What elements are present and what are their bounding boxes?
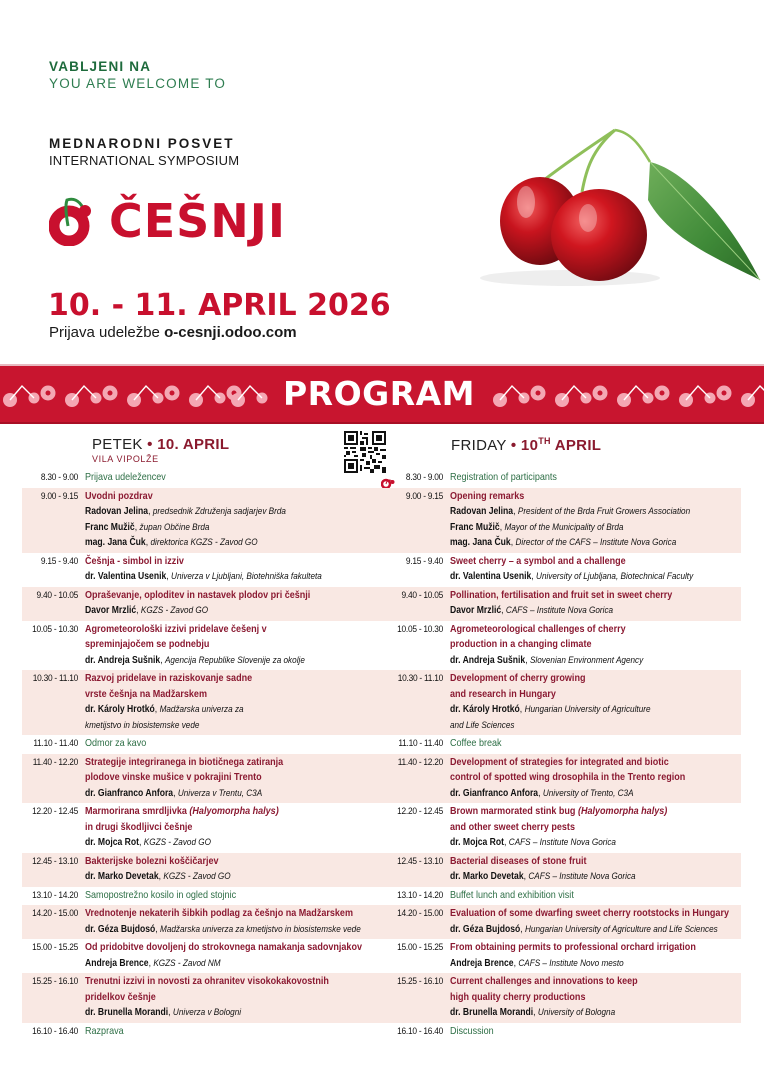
- session-title: [85, 755, 340, 771]
- session-body: [443, 1024, 741, 1040]
- session-title-text: Uvodni pozdrav: [85, 489, 153, 502]
- program-title: PROGRAM: [283, 374, 476, 413]
- speaker: dr. Mojca Rot, KGZS - Zavod GO: [85, 837, 211, 848]
- session-title: [450, 755, 700, 771]
- speaker-name: dr. Károly Hrotkó: [450, 704, 520, 715]
- speaker: dr. Andreja Sušnik, Agencija Republike Slovenije za okolje: [85, 654, 305, 666]
- session-title-line2: control of spotted wing drosophila in the Trento region: [450, 771, 686, 783]
- session-title-text: Prijava udeležencev: [85, 471, 166, 483]
- program-banner: [0, 364, 764, 424]
- speaker: dr. Marko Devetak, KGZS - Zavod GO: [85, 871, 231, 882]
- session-body: [78, 671, 382, 733]
- schedule-row: [382, 670, 741, 735]
- session-body: [443, 671, 741, 733]
- speaker-name: dr. Mojca Rot: [85, 837, 140, 848]
- speaker: Andreja Brence, CAFS – Institute Novo mesto: [450, 957, 624, 969]
- session-body: [78, 755, 382, 802]
- session-title: [85, 470, 340, 486]
- speaker-name: Andreja Brence: [450, 957, 514, 969]
- schedule-row: [22, 887, 382, 906]
- session-title-text: Odmor za kavo: [85, 737, 147, 749]
- session-title-line2: spreminjajočem se podnebju: [85, 638, 210, 650]
- event-type-block: [49, 135, 239, 169]
- session-body: [78, 888, 382, 904]
- schedule-row: [382, 803, 741, 853]
- speaker-name: dr. Gianfranco Anfora: [85, 787, 174, 799]
- speaker: mag. Jana Čuk, direktorica KGZS - Zavod GO: [85, 537, 258, 548]
- session-time: 13.10 - 14.20: [32, 889, 78, 901]
- session-title: [85, 804, 340, 820]
- session-time: 10.30 - 11.10: [32, 673, 78, 684]
- session-time: 9.15 - 9.40: [405, 555, 443, 567]
- session-title: [85, 588, 340, 604]
- schedule-row: [382, 853, 741, 887]
- logo-title: ČEŠNJI: [109, 194, 287, 248]
- speaker-name: mag. Jana Čuk: [450, 537, 511, 548]
- session-title: [85, 554, 340, 570]
- speaker-name: Franc Mužič: [85, 521, 135, 533]
- session-title-line2: high quality cherry productions: [450, 990, 586, 1003]
- session-title-text: Opraševanje, oploditev in nastavek plodov pri češnji: [85, 588, 311, 601]
- session-time: 8.30 - 9.00: [405, 472, 443, 483]
- speaker-role: CAFS – Institute Nova Gorica: [508, 837, 616, 848]
- session-title: [85, 906, 361, 922]
- speaker-name: dr. Gianfranco Anfora: [450, 787, 539, 799]
- speaker-role: direktorica KGZS - Zavod GO: [150, 537, 258, 548]
- speaker: dr. Valentina Usenik, University of Ljubljana, Biotechnical Faculty: [450, 571, 694, 582]
- session-title-text: Marmorirana smrdljivka: [85, 805, 187, 817]
- session-title-line2: and research in Hungary: [450, 687, 556, 700]
- session-body: [78, 736, 382, 752]
- session-title: [450, 470, 700, 486]
- session-title-text: Development of cherry growing: [450, 672, 586, 684]
- registration-line: [49, 324, 297, 341]
- session-title: [85, 940, 362, 956]
- speaker-role: CAFS – Institute Novo mesto: [518, 957, 624, 969]
- session-time: 16.10 - 16.40: [32, 1025, 78, 1037]
- speaker-name: Davor Mrzlić: [85, 605, 137, 616]
- session-title-text: Coffee break: [450, 737, 502, 749]
- session-title-italic: (Halyomorpha halys): [189, 805, 279, 817]
- speaker-name: Davor Mrzlić: [450, 605, 502, 616]
- speaker-role: Director of the CAFS – Institute Nova Gorica: [515, 537, 677, 548]
- speaker-name: dr. Marko Devetak: [450, 871, 524, 882]
- session-time: 12.45 - 13.10: [32, 855, 78, 867]
- speaker-role: Madžarska univerza za: [159, 704, 244, 715]
- day-separator: •: [147, 436, 153, 453]
- session-title-text: Strategije integriranega in biotičnega zatiranja: [85, 755, 284, 768]
- session-time: 11.10 - 11.40: [398, 738, 443, 749]
- session-title: [450, 554, 700, 570]
- schedule-row: [22, 553, 382, 587]
- session-title-text: Opening remarks: [450, 489, 525, 502]
- session-time: 9.40 - 10.05: [401, 589, 443, 601]
- session-body: [443, 622, 741, 669]
- speaker-name: dr. Marko Devetak: [85, 871, 159, 882]
- schedule-row: [22, 670, 382, 735]
- session-title-text: Evaluation of some dwarfing sweet cherry rootstocks in Hungary: [450, 907, 730, 919]
- session-title: [450, 804, 700, 820]
- speaker-role: Univerza v Bologni: [172, 1007, 242, 1018]
- day-date-month: APRIL: [554, 437, 602, 454]
- speaker-role-line2: [450, 718, 700, 734]
- schedule-row: [22, 803, 382, 853]
- schedule-row: [22, 469, 382, 488]
- schedule-list-en: [382, 469, 741, 1041]
- schedule-row: [22, 587, 382, 621]
- speaker-role: Hungarian University of Agriculture: [524, 704, 651, 715]
- session-body: [443, 489, 741, 551]
- session-time: 10.05 - 10.30: [32, 623, 78, 635]
- event-type-sl: MEDNARODNI POSVET: [49, 136, 235, 151]
- speaker-role: Univerza v Ljubljani, Biotehniška fakulteta: [171, 571, 322, 582]
- welcome-sl: VABLJENI NA: [49, 59, 152, 74]
- speaker: dr. Mojca Rot, CAFS – Institute Nova Gorica: [450, 837, 616, 848]
- speaker-name: dr. Károly Hrotkó: [85, 704, 155, 715]
- session-title: [85, 489, 340, 505]
- session-title-text: Brown marmorated stink bug: [450, 805, 576, 817]
- session-body: [78, 854, 382, 885]
- schedule-row: [382, 887, 741, 906]
- session-title: [450, 854, 700, 870]
- session-title: [85, 736, 340, 752]
- session-title: [85, 888, 340, 904]
- session-title-text: Bakterijske bolezni koščičarjev: [85, 854, 219, 867]
- schedule-row: [382, 621, 741, 671]
- day-date-sup: TH: [538, 436, 551, 446]
- event-type-en: INTERNATIONAL SYMPOSIUM: [49, 153, 240, 168]
- session-time: 14.20 - 15.00: [397, 908, 443, 919]
- speaker-role: University of Bologna: [537, 1007, 616, 1018]
- session-title-line2: in drugi škodljivci češnje: [85, 820, 193, 833]
- session-time: 9.40 - 10.05: [36, 589, 78, 601]
- session-title: [85, 671, 340, 687]
- speaker-name: dr. Brunella Morandi: [85, 1007, 169, 1018]
- session-title-text: Bacterial diseases of stone fruit: [450, 854, 587, 867]
- qr-code-icon[interactable]: [344, 431, 386, 473]
- session-body: [443, 906, 764, 937]
- session-title-text: Pollination, fertilisation and fruit set in sweet cherry: [450, 588, 673, 601]
- speaker: Radovan Jelina, President of the Brda Fruit Growers Association: [450, 506, 691, 517]
- session-title: [450, 622, 700, 638]
- schedule-row: [22, 973, 382, 1023]
- schedule-row: [22, 853, 382, 887]
- session-title: [85, 854, 340, 870]
- session-body: [78, 804, 382, 851]
- speaker-role: Madžarska univerza za kmetijstvo in biosistemske vede: [160, 923, 361, 935]
- speaker-role: CAFS – Institute Nova Gorica: [528, 871, 636, 882]
- speaker-name: mag. Jana Čuk: [85, 537, 146, 548]
- speaker: Andreja Brence, KGZS - Zavod NM: [85, 957, 221, 969]
- cherry-o-logo-icon: [49, 196, 95, 242]
- session-time: 9.00 - 9.15: [405, 490, 443, 502]
- day-heading-en: [451, 436, 601, 454]
- speaker-name: dr. Géza Bujdosó: [450, 923, 521, 935]
- schedule-row: [22, 754, 382, 804]
- speaker-role: KGZS - Zavod NM: [153, 957, 221, 969]
- session-body: [78, 554, 382, 585]
- speaker-name: dr. Géza Bujdosó: [85, 923, 156, 935]
- session-title-line2: vrste češnja na Madžarskem: [85, 687, 207, 700]
- session-time: 15.25 - 16.10: [397, 976, 443, 987]
- speaker-role: KGZS - Zavod GO: [163, 871, 231, 882]
- speaker: dr. Brunella Morandi, Univerza v Bologni: [85, 1007, 242, 1018]
- session-title-text: Razprava: [85, 1024, 124, 1037]
- session-title: [450, 940, 700, 956]
- session-title: [85, 974, 340, 990]
- day-name: FRIDAY: [451, 437, 507, 454]
- session-time: 13.10 - 14.20: [397, 889, 443, 901]
- cherry-pattern-right-icon: [490, 366, 764, 422]
- event-logo: [49, 186, 286, 246]
- session-title-text: Development of strategies for integrated and biotic: [450, 755, 669, 768]
- schedule-row: [382, 905, 741, 939]
- session-title-text: Agrometeorological challenges of cherry: [450, 622, 626, 635]
- session-time: 11.10 - 11.40: [33, 738, 78, 749]
- speaker-role: Univerza v Trentu, C3A: [177, 787, 263, 799]
- schedule-row: [382, 939, 741, 973]
- day-date: [521, 437, 601, 454]
- session-title: [450, 671, 700, 687]
- session-time: 11.40 - 12.20: [397, 756, 443, 768]
- speaker: Radovan Jelina, predsednik Združenja sadjarjev Brda: [85, 506, 286, 517]
- day-separator: •: [510, 437, 517, 454]
- session-time: 15.00 - 15.25: [397, 942, 443, 953]
- speaker: Davor Mrzlić, CAFS – Institute Nova Gorica: [450, 605, 614, 616]
- speaker-role-cont: and Life Sciences: [450, 719, 515, 731]
- speaker-role: Mayor of the Municipality of Brda: [504, 521, 624, 533]
- speaker: dr. Károly Hrotkó, Hungarian University of Agriculture: [450, 704, 651, 715]
- session-title-text: From obtaining permits to professional orchard irrigation: [450, 941, 696, 953]
- session-body: [78, 974, 382, 1021]
- session-body: [443, 588, 741, 619]
- session-title-line2: plodove vinske mušice v pokrajini Trento: [85, 771, 262, 783]
- speaker: dr. Géza Bujdosó, Hungarian University of Agriculture and Life Sciences: [450, 923, 718, 935]
- registration-link[interactable]: o-cesnji.odoo.com: [164, 324, 297, 341]
- schedule-row: [382, 973, 741, 1023]
- session-title-text: Razvoj pridelave in raziskovanje sadne: [85, 672, 253, 684]
- session-title-text: Sweet cherry – a symbol and a challenge: [450, 554, 626, 567]
- session-time: 15.00 - 15.25: [32, 942, 78, 953]
- session-body: [443, 804, 741, 851]
- session-time: 15.25 - 16.10: [32, 976, 78, 987]
- schedule-row: [22, 621, 382, 671]
- session-title-text: Buffet lunch and exhibition visit: [450, 888, 574, 901]
- session-title: [450, 588, 700, 604]
- registration-label: Prijava udeležbe: [49, 324, 160, 341]
- session-title: [450, 736, 700, 752]
- schedule-row: [382, 754, 741, 804]
- schedule-row: [22, 939, 382, 973]
- session-time: 16.10 - 16.40: [397, 1025, 443, 1037]
- session-body: [78, 489, 382, 551]
- session-body: [78, 906, 406, 937]
- speaker-name: dr. Valentina Usenik: [450, 571, 532, 582]
- session-time: 12.45 - 13.10: [397, 855, 443, 867]
- session-title: [85, 622, 340, 638]
- session-time: 9.15 - 9.40: [40, 555, 78, 567]
- speaker-role: University of Trento, C3A: [542, 787, 634, 799]
- speaker-role-line2: [85, 718, 340, 734]
- session-title-text: Agrometeorološki izzivi pridelave češenj v: [85, 622, 267, 635]
- session-body: [78, 588, 382, 619]
- session-body: [78, 940, 407, 971]
- session-title-text: Vrednotenje nekaterih šibkih podlag za češnjo na Madžarskem: [85, 907, 353, 919]
- session-time: 10.30 - 11.10: [397, 673, 443, 684]
- speaker-role: Slovenian Environment Agency: [529, 654, 644, 666]
- session-title-line2: and other sweet cherry pests: [450, 820, 575, 833]
- session-title-text: Discussion: [450, 1024, 494, 1037]
- schedule-row: [22, 735, 382, 754]
- session-body: [78, 1024, 382, 1040]
- speaker-name: dr. Andreja Sušnik: [85, 654, 161, 666]
- session-title: [450, 489, 700, 505]
- schedule-row: [22, 905, 382, 939]
- session-body: [443, 854, 741, 885]
- session-body: [443, 554, 741, 585]
- session-title-italic: (Halyomorpha halys): [577, 805, 668, 817]
- session-title: [85, 1024, 340, 1040]
- speaker: Franc Mužič, župan Občine Brda: [85, 521, 210, 533]
- speaker-role: župan Občine Brda: [139, 521, 210, 533]
- session-title-line2: pridelkov češnje: [85, 990, 156, 1003]
- session-title-line2: production in a changing climate: [450, 638, 592, 650]
- speaker-name: dr. Andreja Sušnik: [450, 654, 526, 666]
- session-title-text: Trenutni izzivi in novosti za ohranitev visokokakovostnih: [85, 975, 329, 987]
- speaker-role: KGZS - Zavod GO: [140, 605, 209, 616]
- welcome-block: [49, 58, 226, 92]
- speaker-name: dr. Valentina Usenik: [85, 571, 167, 582]
- schedule-row: [22, 1023, 382, 1042]
- session-body: [443, 974, 741, 1021]
- session-title: [450, 1024, 700, 1040]
- schedule-row: [382, 735, 741, 754]
- session-body: [78, 470, 382, 486]
- session-title: [450, 906, 729, 922]
- session-time: 9.00 - 9.15: [40, 490, 78, 502]
- speaker-role: Agencija Republike Slovenije za okolje: [164, 654, 305, 666]
- day-name: PETEK: [92, 436, 143, 453]
- speaker-name: dr. Brunella Morandi: [450, 1007, 534, 1018]
- schedule-row: [382, 1023, 741, 1042]
- day-date: 10. APRIL: [157, 436, 230, 453]
- schedule-row: [22, 488, 382, 553]
- session-time: 8.30 - 9.00: [40, 472, 78, 483]
- schedule-row: [382, 488, 741, 553]
- speaker: dr. Marko Devetak, CAFS – Institute Nova Gorica: [450, 871, 636, 882]
- speaker: dr. Gianfranco Anfora, University of Trento, C3A: [450, 787, 634, 799]
- session-time: 14.20 - 15.00: [32, 908, 78, 919]
- session-title-text: Češnja - simbol in izziv: [85, 554, 184, 567]
- day-heading-sl: [92, 436, 229, 453]
- speaker-role: predsednik Združenja sadjarjev Brda: [152, 506, 286, 517]
- speaker-name: Franc Mužič: [450, 521, 500, 533]
- speaker-role: Hungarian University of Agriculture and Life Sciences: [525, 923, 718, 935]
- session-body: [443, 888, 741, 904]
- cherry-pattern-left-icon: [0, 366, 270, 422]
- session-title-text: Od pridobitve dovoljenj do strokovnega namakanja sadovnjakov: [85, 941, 362, 953]
- session-body: [443, 736, 741, 752]
- speaker-role: KGZS - Zavod GO: [143, 837, 211, 848]
- speaker-name: dr. Mojca Rot: [450, 837, 505, 848]
- session-time: 12.20 - 12.45: [32, 806, 78, 817]
- venue: VILA VIPOLŽE: [92, 454, 159, 464]
- speaker: dr. Brunella Morandi, University of Bologna: [450, 1007, 616, 1018]
- event-dates: 10. - 11. APRIL 2026: [48, 288, 391, 323]
- speaker-role: President of the Brda Fruit Growers Association: [517, 506, 691, 517]
- session-title: [450, 974, 700, 990]
- speaker: dr. Géza Bujdosó, Madžarska univerza za kmetijstvo in biosistemske vede: [85, 923, 361, 935]
- speaker-role-cont: kmetijstvo in biosistemske vede: [85, 719, 200, 731]
- session-title-text: Samopostrežno kosilo in ogled stojnic: [85, 888, 237, 901]
- schedule-row: [382, 469, 741, 488]
- session-body: [443, 470, 741, 486]
- session-title-text: Registration of participants: [450, 471, 557, 483]
- session-body: [78, 622, 382, 669]
- cherry-photo: [470, 110, 764, 290]
- speaker-name: Andreja Brence: [85, 957, 149, 969]
- speaker: dr. Andreja Sušnik, Slovenian Environment Agency: [450, 654, 644, 666]
- session-title-text: Current challenges and innovations to keep: [450, 975, 638, 987]
- schedule-row: [382, 587, 741, 621]
- session-time: 11.40 - 12.20: [32, 756, 78, 768]
- schedule-row: [382, 553, 741, 587]
- speaker: mag. Jana Čuk, Director of the CAFS – Institute Nova Gorica: [450, 537, 677, 548]
- speaker: dr. Valentina Usenik, Univerza v Ljubljani, Biotehniška fakulteta: [85, 571, 322, 582]
- speaker-role: University of Ljubljana, Biotechnical Faculty: [536, 571, 694, 582]
- speaker-name: Radovan Jelina: [85, 506, 149, 517]
- schedule-list-sl: [22, 469, 382, 1041]
- speaker-role: CAFS – Institute Nova Gorica: [505, 605, 614, 616]
- speaker: dr. Károly Hrotkó, Madžarska univerza za: [85, 704, 244, 715]
- session-time: 10.05 - 10.30: [397, 623, 443, 635]
- session-time: 12.20 - 12.45: [397, 806, 443, 817]
- speaker-name: Radovan Jelina: [450, 506, 514, 517]
- speaker: Franc Mužič, Mayor of the Municipality of Brda: [450, 521, 624, 533]
- speaker: Davor Mrzlić, KGZS - Zavod GO: [85, 605, 209, 616]
- session-body: [443, 755, 741, 802]
- session-body: [443, 940, 741, 971]
- speaker: dr. Gianfranco Anfora, Univerza v Trentu, C3A: [85, 787, 263, 799]
- welcome-en: YOU ARE WELCOME TO: [49, 76, 227, 91]
- session-title: [450, 888, 700, 904]
- day-date-num: 10: [520, 437, 539, 454]
